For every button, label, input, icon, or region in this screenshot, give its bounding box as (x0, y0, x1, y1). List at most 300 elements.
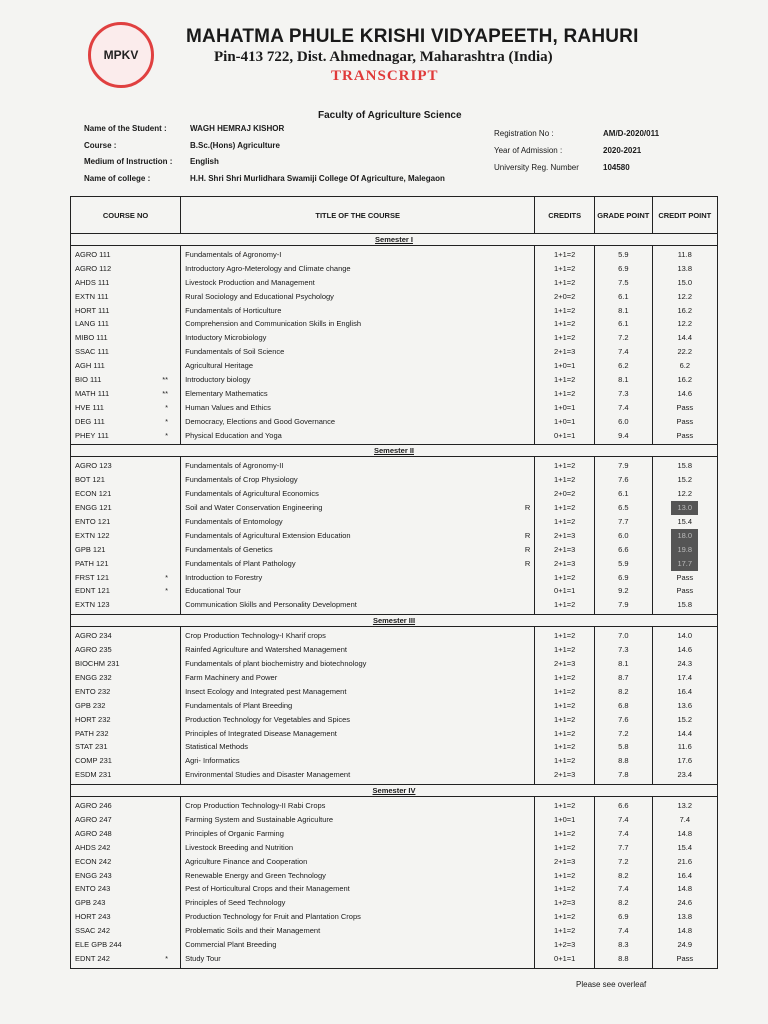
table-row (657, 882, 713, 896)
table-row (185, 317, 530, 331)
table-row (599, 629, 648, 643)
course-grade-point: 8.1 (618, 659, 629, 669)
course-title: Principles of Integrated Disease Management (185, 728, 337, 738)
table-row (657, 317, 713, 331)
table-row (539, 317, 590, 331)
course-credit-point: 11.6 (677, 742, 692, 752)
course-credit-point: 24.3 (677, 659, 693, 669)
course-credits: 1+1=2 (554, 277, 576, 287)
table-row (599, 882, 648, 896)
table-row (75, 938, 176, 952)
course-title: Intoductory Microbiology (185, 333, 267, 343)
course-code-cell (71, 246, 181, 445)
table-row (599, 813, 648, 827)
table-row (185, 740, 530, 754)
table-row (657, 685, 713, 699)
university-address: Pin-413 722, Dist. Ahmednagar, Maharashtra (India) (214, 49, 553, 65)
course-title-cell (181, 457, 535, 615)
table-row (657, 571, 713, 585)
admission-year: 2020-2021 (603, 146, 642, 155)
course-code: AGH 111 (75, 361, 105, 371)
course-title: Agricultural Heritage (185, 361, 254, 371)
course-grade-point: 5.8 (618, 742, 629, 752)
course-credit-point: 14.8 (677, 884, 693, 894)
table-row (75, 671, 176, 685)
table-row (599, 290, 648, 304)
course-credit-point: 16.2 (677, 305, 693, 315)
table-row (657, 290, 713, 304)
table-row (539, 671, 590, 685)
course-credit-point: 22.2 (677, 347, 693, 357)
table-row (75, 373, 176, 387)
course-title: Democracy, Elections and Good Governance (185, 416, 336, 426)
course-credits: 1+1=2 (554, 912, 576, 922)
table-row (75, 290, 176, 304)
table-row (657, 359, 713, 373)
table-row (599, 262, 648, 276)
course-grade-point: 6.8 (618, 700, 629, 710)
course-credits: 1+1=2 (554, 756, 576, 766)
course-code: PATH 121 (75, 558, 109, 568)
course-code: AGRO 234 (75, 631, 112, 641)
table-row (539, 910, 590, 924)
course-credits: 0+1=1 (554, 953, 576, 963)
table-row (539, 387, 590, 401)
table-row (539, 754, 590, 768)
table-row (539, 429, 590, 443)
course-code: PHEY 111 (75, 430, 109, 440)
course-credits: 1+1=2 (554, 700, 576, 710)
student-course: B.Sc.(Hons) Agriculture (190, 141, 280, 150)
course-code: EXTN 123 (75, 600, 110, 610)
course-mark: * (165, 402, 169, 412)
student-name: WAGH HEMRAJ KISHOR (190, 124, 285, 133)
table-row (539, 713, 590, 727)
table-row (599, 657, 648, 671)
table-row (185, 896, 530, 910)
course-credits: 1+2=3 (554, 898, 576, 908)
table-row (185, 387, 530, 401)
course-code: EDNT 121 (75, 586, 110, 596)
table-row (599, 910, 648, 924)
course-title: Agri- Informatics (185, 756, 240, 766)
table-row (657, 713, 713, 727)
table-row (539, 487, 590, 501)
credit-point-cell (652, 457, 717, 615)
course-code: HORT 111 (75, 305, 110, 315)
course-title: Livestock Production and Management (185, 277, 315, 287)
col-credits: CREDITS (535, 197, 595, 234)
table-row (599, 473, 648, 487)
table-row (599, 855, 648, 869)
table-row (539, 401, 590, 415)
course-grade-point: 7.4 (618, 884, 629, 894)
table-row (185, 699, 530, 713)
course-title: Principles of Seed Technology (185, 898, 286, 908)
university-name: MAHATMA PHULE KRISHI VIDYAPEETH, RAHURI (186, 26, 639, 47)
course-code: ENTO 243 (75, 884, 111, 894)
table-row (185, 543, 530, 557)
course-code: SSAC 242 (75, 926, 111, 936)
table-row (599, 740, 648, 754)
logo-text: MPKV (103, 48, 139, 62)
course-code: AGRO 112 (75, 263, 112, 273)
course-grade-point: 6.1 (618, 291, 629, 301)
course-grade-point: 8.7 (618, 672, 629, 682)
table-row (599, 317, 648, 331)
course-code: AGRO 247 (75, 814, 112, 824)
course-credit-point: 24.9 (677, 939, 693, 949)
table-row (75, 740, 176, 754)
semester-title: Semester III (71, 615, 718, 627)
course-title: Physical Education and Yoga (185, 430, 282, 440)
course-grade-point: 7.4 (618, 828, 629, 838)
table-row (185, 882, 530, 896)
table-row (599, 841, 648, 855)
course-code: SSAC 111 (75, 347, 109, 357)
table-row (539, 813, 590, 827)
course-grade-point: 6.1 (618, 319, 629, 329)
table-row (657, 529, 713, 543)
course-credits: 1+1=2 (554, 375, 576, 385)
faculty-title: Faculty of Agriculture Science (318, 110, 462, 121)
course-code: ECON 242 (75, 856, 112, 866)
table-row (75, 262, 176, 276)
table-row (185, 657, 530, 671)
table-row (185, 248, 530, 262)
registration-label: Registration No : (494, 129, 554, 138)
table-row (657, 699, 713, 713)
course-grade-point: 8.1 (618, 375, 629, 385)
course-title-cell (181, 797, 535, 969)
table-row (75, 317, 176, 331)
table-row (75, 813, 176, 827)
table-row (599, 571, 648, 585)
course-credit-point: 13.0 (671, 501, 698, 515)
course-code: AHDS 111 (75, 277, 110, 287)
course-code: BIOCHM 231 (75, 659, 120, 669)
course-grade-point: 6.2 (618, 361, 629, 371)
course-remark: R (524, 530, 531, 540)
transcript-table (70, 196, 718, 969)
course-title: Fundamentals of Agronomy-I (185, 250, 282, 259)
course-credit-point: 15.4 (677, 842, 693, 852)
table-row (185, 713, 530, 727)
medium-label: Medium of Instruction : (84, 157, 173, 166)
course-credit-point: 13.6 (677, 700, 693, 710)
table-row (599, 643, 648, 657)
table-row (75, 515, 176, 529)
table-row (539, 557, 590, 571)
course-code: MATH 111 (75, 388, 110, 398)
course-credits: 1+1=2 (554, 870, 576, 880)
table-row (539, 827, 590, 841)
course-credits: 0+1=1 (554, 430, 576, 440)
course-credits: 1+0=1 (554, 416, 576, 426)
course-credits: 1+1=2 (554, 672, 576, 682)
table-row (599, 487, 648, 501)
course-grade-point: 6.9 (618, 572, 629, 582)
course-credit-point: 13.2 (677, 801, 693, 811)
course-mark: ** (162, 388, 169, 398)
course-credits: 1+1=2 (554, 742, 576, 752)
table-row (657, 276, 713, 290)
table-row (75, 359, 176, 373)
table-row (599, 584, 648, 598)
course-grade-point: 9.2 (618, 586, 629, 596)
semester-header (71, 234, 718, 246)
table-row (657, 401, 713, 415)
table-row (75, 699, 176, 713)
table-row (599, 331, 648, 345)
table-row (75, 910, 176, 924)
course-grade-point: 5.9 (618, 558, 629, 568)
course-title: Statistical Methods (185, 742, 249, 752)
course-credits: 0+1=1 (554, 586, 576, 596)
course-credit-point: 14.8 (677, 926, 693, 936)
course-code: COMP 231 (75, 756, 112, 766)
course-code: EDNT 242 (75, 953, 110, 963)
table-row (75, 387, 176, 401)
table-row (75, 415, 176, 429)
table-row (539, 643, 590, 657)
course-title: Fundamentals of Plant Breeding (185, 700, 293, 710)
course-credit-point: 15.8 (677, 461, 693, 471)
table-row (539, 727, 590, 741)
table-row (185, 571, 530, 585)
table-row (539, 543, 590, 557)
course-credit-point: 7.4 (679, 814, 690, 824)
table-row (185, 768, 530, 782)
course-grade-point: 8.2 (618, 686, 629, 696)
course-credit-point: 17.7 (671, 557, 698, 571)
table-row (539, 515, 590, 529)
table-row (75, 248, 176, 262)
course-code: ENGG 243 (75, 870, 112, 880)
course-remark: R (524, 544, 531, 554)
table-row (599, 685, 648, 699)
table-row (185, 629, 530, 643)
course-credits: 1+1=2 (554, 517, 576, 527)
course-grade-point: 7.2 (618, 728, 629, 738)
table-row (657, 598, 713, 612)
course-credit-point: Pass (676, 572, 694, 582)
footer-note: Please see overleaf (576, 980, 647, 989)
course-title: Production Technology for Vegetables and Spices (185, 714, 351, 724)
course-code: AGRO 123 (75, 461, 112, 471)
course-credits: 2+1=3 (554, 558, 576, 568)
grade-point-cell (595, 797, 653, 969)
course-remark: R (524, 558, 531, 568)
course-mark: * (165, 430, 169, 440)
admission-year-label: Year of Admission : (494, 146, 563, 155)
table-row (599, 754, 648, 768)
course-code: HORT 232 (75, 714, 111, 724)
table-row (599, 727, 648, 741)
table-row (75, 331, 176, 345)
table-row (185, 401, 530, 415)
table-row (185, 727, 530, 741)
course-grade-point: 7.0 (618, 631, 629, 641)
course-credits: 1+2=3 (554, 939, 576, 949)
course-grade-point: 8.2 (618, 870, 629, 880)
table-row (599, 529, 648, 543)
course-grade-point: 7.6 (618, 475, 629, 485)
semester-title: Semester IV (71, 785, 718, 797)
course-code: ENTO 232 (75, 686, 111, 696)
semester-courses (71, 457, 718, 615)
table-row (185, 331, 530, 345)
table-row (185, 515, 530, 529)
student-college: H.H. Shri Shri Murlidhara Swamiji College Of Agriculture, Malegaon (190, 174, 445, 183)
course-code: DEG 111 (75, 416, 105, 426)
table-row (185, 487, 530, 501)
table-row (539, 699, 590, 713)
course-grade-point: 7.4 (618, 402, 629, 412)
course-credit-point: Pass (676, 402, 694, 412)
table-row (539, 501, 590, 515)
course-credits: 2+1=3 (554, 659, 576, 669)
course-grade-point: 8.1 (618, 305, 629, 315)
course-title: Elementary Mathematics (185, 388, 268, 398)
table-row (539, 262, 590, 276)
table-row (75, 952, 176, 966)
table-row (599, 598, 648, 612)
table-row (185, 799, 530, 813)
table-row (599, 501, 648, 515)
course-code: ENGG 232 (75, 672, 112, 682)
course-title: Fundamentals of Entomology (185, 517, 283, 527)
course-code-cell (71, 627, 181, 785)
course-code: ENGG 121 (75, 503, 112, 513)
table-row (657, 671, 713, 685)
course-grade-point: 6.9 (618, 912, 629, 922)
credit-point-cell (652, 246, 717, 445)
course-code: MIBO 111 (75, 333, 108, 343)
credits-cell (535, 627, 595, 785)
course-title: Fundamentals of Soil Science (185, 347, 285, 357)
course-grade-point: 8.3 (618, 939, 629, 949)
course-credit-point: 17.4 (677, 672, 693, 682)
course-title: Crop Production Technology-I Kharif crops (185, 631, 326, 641)
table-row (185, 938, 530, 952)
course-grade-point: 7.4 (618, 926, 629, 936)
course-credits: 1+1=2 (554, 503, 576, 513)
course-credit-point: 14.6 (677, 645, 693, 655)
table-row (599, 869, 648, 883)
table-row (657, 727, 713, 741)
course-credits: 1+1=2 (554, 714, 576, 724)
course-credit-point: 15.0 (677, 277, 693, 287)
course-grade-point: 7.4 (618, 814, 629, 824)
course-title: Rainfed Agriculture and Watershed Management (185, 645, 347, 655)
course-title: Livestock Breeding and Nutrition (185, 842, 294, 852)
table-row (185, 290, 530, 304)
credit-point-cell (652, 797, 717, 969)
course-title: Fundamentals of plant biochemistry and biotechnology (185, 659, 367, 669)
course-title: Soil and Water Conservation Engineering (185, 503, 323, 513)
table-row (539, 248, 590, 262)
table-row (657, 304, 713, 318)
course-title: Introduction to Forestry (185, 572, 263, 582)
course-title-cell (181, 627, 535, 785)
course-credit-point: 17.6 (677, 756, 693, 766)
course-grade-point: 7.2 (618, 333, 629, 343)
table-row (75, 869, 176, 883)
name-label: Name of the Student : (84, 124, 167, 133)
table-row (657, 869, 713, 883)
course-title: Comprehension and Communication Skills in English (185, 319, 361, 329)
col-credit-point: CREDIT POINT (652, 197, 717, 234)
table-row (657, 754, 713, 768)
course-credit-point: 15.2 (677, 475, 693, 485)
table-row (657, 841, 713, 855)
course-mark: ** (162, 375, 169, 385)
table-row (657, 557, 713, 571)
table-row (185, 855, 530, 869)
course-credit-point: 14.4 (677, 333, 693, 343)
table-row (539, 571, 590, 585)
table-row (599, 373, 648, 387)
table-row (75, 754, 176, 768)
course-title: Insect Ecology and Integrated pest Management (185, 686, 347, 696)
table-row (185, 754, 530, 768)
table-row (657, 473, 713, 487)
course-grade-point: 7.7 (618, 517, 629, 527)
table-row (657, 248, 713, 262)
table-row (657, 896, 713, 910)
course-title: Commercial Plant Breeding (185, 939, 277, 949)
table-row (75, 685, 176, 699)
course-code: GPB 232 (75, 700, 106, 710)
table-row (599, 671, 648, 685)
table-row (539, 799, 590, 813)
course-code: PATH 232 (75, 728, 109, 738)
table-row (75, 855, 176, 869)
course-title: Fundamentals of Horticulture (185, 305, 282, 315)
course-title: Fundamentals of Genetics (185, 544, 273, 554)
table-row (185, 557, 530, 571)
table-row (539, 345, 590, 359)
table-row (599, 459, 648, 473)
course-code: AGRO 248 (75, 828, 112, 838)
table-row (75, 345, 176, 359)
table-row (75, 473, 176, 487)
table-row (599, 699, 648, 713)
course-credits: 1+1=2 (554, 333, 576, 343)
table-row (539, 359, 590, 373)
course-code: STAT 231 (75, 742, 108, 752)
course-credits: 1+1=2 (554, 461, 576, 471)
course-credits: 1+1=2 (554, 572, 576, 582)
table-row (657, 952, 713, 966)
course-credit-point: 6.2 (679, 361, 690, 371)
course-credits: 2+1=3 (554, 770, 576, 780)
table-row (75, 459, 176, 473)
course-credits: 1+1=2 (554, 926, 576, 936)
course-code: ELE GPB 244 (75, 939, 122, 949)
course-mark: * (165, 953, 169, 963)
course-code: FRST 121 (75, 572, 110, 582)
registration-number: AM/D-2020/011 (603, 129, 660, 138)
table-row (539, 841, 590, 855)
course-title: Production Technology for Fruit and Plantation Crops (185, 912, 361, 922)
course-credit-point: 21.6 (677, 856, 693, 866)
course-credits: 1+1=2 (554, 728, 576, 738)
table-row (75, 501, 176, 515)
course-code: AGRO 111 (75, 250, 111, 259)
course-title: Principles of Organic Farming (185, 828, 284, 838)
